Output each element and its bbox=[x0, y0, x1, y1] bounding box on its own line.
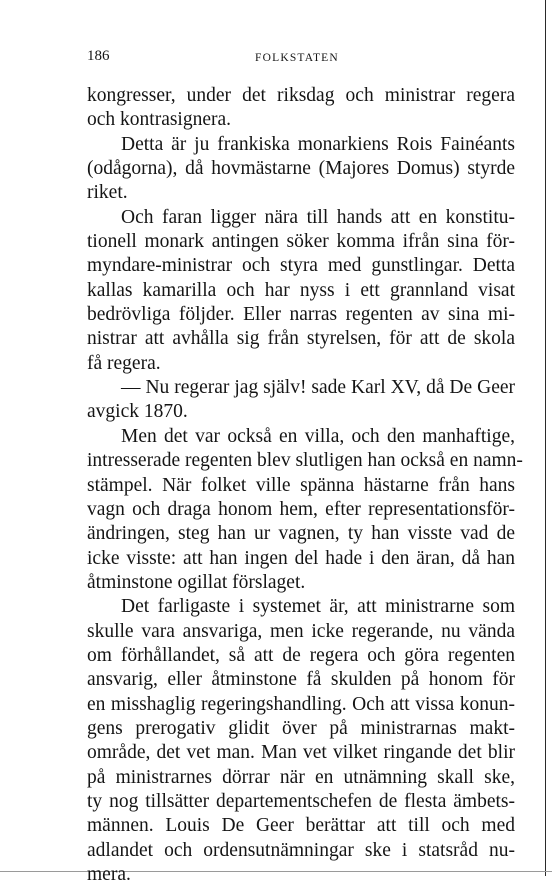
text-line: Och faran ligger nära till hands att en konstitu- bbox=[121, 206, 515, 228]
text-line: kallas kamarilla och har nyss i ett grannland visat bbox=[87, 279, 515, 301]
paragraph bbox=[87, 84, 515, 133]
text-line: gens prerogativ glidit över på ministrarnas makt- bbox=[87, 717, 515, 739]
text-body bbox=[87, 84, 523, 887]
paragraph bbox=[87, 376, 515, 425]
text-line: ty nog tillsätter departementschefen de flesta ämbets- bbox=[87, 790, 515, 812]
text-line: Men det var också en villa, och den manhaftige, bbox=[121, 425, 515, 447]
paragraph bbox=[87, 206, 515, 376]
text-line: på ministrarnes dörrar när en utnämning skall ske, bbox=[87, 766, 515, 788]
text-line: adlandet och ordensutnämningar ske i statsråd nu- bbox=[87, 839, 515, 861]
text-line: och kontrasignera. bbox=[87, 109, 232, 131]
page-edge-right bbox=[545, 0, 546, 876]
text-line: område, det vet man. Man vet vilket ringande det blir bbox=[87, 742, 515, 764]
text-line: tionell monark antingen söker komma ifrån sina för- bbox=[87, 231, 515, 253]
text-line: vagn och draga honom hem, efter representationsför- bbox=[87, 498, 515, 520]
paragraph bbox=[87, 595, 515, 887]
text-line: intresserade regenten blev slutligen han också en namn- bbox=[87, 450, 523, 472]
page-number: 186 bbox=[87, 48, 110, 64]
text-line: (odågorna), då hovmästarne (Majores Domus) styrde bbox=[87, 158, 515, 180]
page-header bbox=[87, 44, 515, 70]
text-line: männen. Louis De Geer berättar att till och med bbox=[87, 815, 515, 837]
text-line: nistrar att avhålla sig från styrelsen, för att de skola bbox=[87, 328, 515, 350]
text-line: icke visste: att han ingen del hade i den äran, då han bbox=[87, 547, 515, 569]
text-line: skulle vara ansvariga, men icke regerande, nu vända bbox=[87, 620, 515, 642]
text-line: en misshaglig regeringshandling. Och att vissa konun- bbox=[87, 693, 515, 715]
paragraph bbox=[87, 425, 523, 595]
text-line: Det farligaste i systemet är, att ministrarne som bbox=[121, 596, 515, 618]
text-line: ändringen, steg han ur vagnen, ty han visste vad de bbox=[87, 523, 515, 545]
text-line: mera. bbox=[87, 864, 131, 885]
text-line: — Nu regerar jag själv! sade Karl XV, då De Geer bbox=[121, 377, 515, 399]
text-line: riket. bbox=[87, 182, 128, 204]
text-line: få regera. bbox=[87, 352, 161, 374]
running-title: FOLKSTATEN bbox=[255, 52, 339, 64]
text-line: ansvarig, eller åtminstone få skulden på honom för bbox=[87, 669, 515, 691]
text-line: avgick 1870. bbox=[87, 401, 188, 423]
text-line: bedrövliga följder. Eller narras regenten av sina mi- bbox=[87, 304, 515, 326]
text-line: Detta är ju frankiska monarkiens Rois Fainéants bbox=[121, 133, 515, 155]
text-line: myndare-ministrar och styra med gunstlingar. Detta bbox=[87, 255, 515, 277]
text-line: åtminstone ogillat förslaget. bbox=[87, 571, 306, 593]
paragraph bbox=[87, 133, 515, 206]
text-line: om förhållandet, så att de regera och göra regenten bbox=[87, 644, 515, 666]
text-line: stämpel. När folket ville spänna hästarne från hans bbox=[87, 474, 515, 496]
text-line: kongresser, under det riksdag och ministrar regera bbox=[87, 85, 515, 106]
